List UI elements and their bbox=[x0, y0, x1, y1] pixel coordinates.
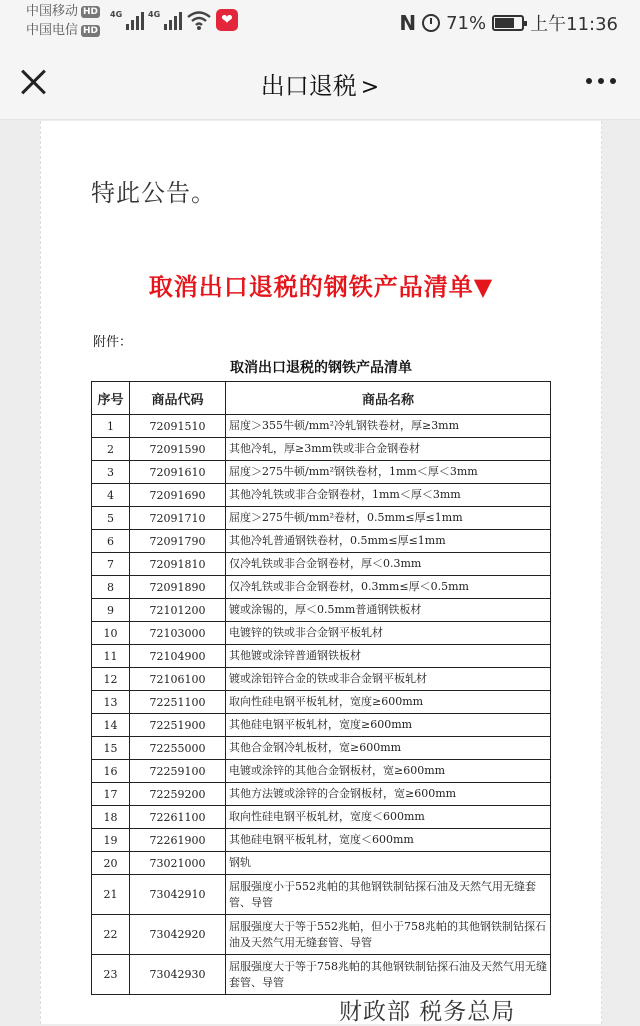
table-row bbox=[92, 737, 551, 760]
row-number: 17 bbox=[92, 783, 130, 806]
list-heading: 取消出口退税的钢铁产品清单▼ bbox=[148, 273, 494, 301]
product-code: 72103000 bbox=[130, 622, 226, 645]
carrier-1: 中国移动 HD bbox=[26, 4, 99, 19]
row-number: 13 bbox=[92, 691, 130, 714]
product-code: 73042930 bbox=[130, 955, 226, 995]
product-code: 73042910 bbox=[130, 875, 226, 915]
table-row bbox=[92, 484, 551, 507]
row-number: 15 bbox=[92, 737, 130, 760]
product-code: 72259100 bbox=[130, 760, 226, 783]
table-row bbox=[92, 461, 551, 484]
row-number: 11 bbox=[92, 645, 130, 668]
page-title-text: 出口退税 bbox=[260, 72, 357, 100]
article-content bbox=[40, 121, 602, 1024]
product-name: 镀或涂铝锌合金的铁或非合金钢平板轧材 bbox=[226, 668, 551, 691]
table-row bbox=[92, 645, 551, 668]
product-name: 电镀锌的铁或非合金钢平板轧材 bbox=[226, 622, 551, 645]
table-row bbox=[92, 760, 551, 783]
table-row bbox=[92, 783, 551, 806]
product-code: 72104900 bbox=[130, 645, 226, 668]
product-code: 72101200 bbox=[130, 599, 226, 622]
table-row bbox=[92, 438, 551, 461]
product-name: 电镀或涂锌的其他合金钢板材，宽≥600mm bbox=[226, 760, 551, 783]
row-number: 4 bbox=[92, 484, 130, 507]
product-name: 仅冷轧铁或非合金钢卷材，厚＜0.3mm bbox=[226, 553, 551, 576]
product-name: 其他冷轧铁或非合金钢卷材，1mm＜厚＜3mm bbox=[226, 484, 551, 507]
row-number: 8 bbox=[92, 576, 130, 599]
table-header-row bbox=[92, 382, 551, 415]
row-number: 12 bbox=[92, 668, 130, 691]
product-code: 72091690 bbox=[130, 484, 226, 507]
product-name: 屈度＞275牛顿/mm²钢铁卷材，1mm＜厚＜3mm bbox=[226, 461, 551, 484]
table-row bbox=[92, 530, 551, 553]
product-code: 72255000 bbox=[130, 737, 226, 760]
row-number: 1 bbox=[92, 415, 130, 438]
product-name: 其他镀或涂锌普通钢铁板材 bbox=[226, 645, 551, 668]
product-name: 其他冷轧，厚≥3mm铁或非合金钢卷材 bbox=[226, 438, 551, 461]
more-options-button[interactable] bbox=[586, 78, 616, 84]
product-name: 其他硅电钢平板轧材，宽度＜600mm bbox=[226, 829, 551, 852]
product-code: 72091510 bbox=[130, 415, 226, 438]
row-number: 18 bbox=[92, 806, 130, 829]
table-row bbox=[92, 576, 551, 599]
row-number: 6 bbox=[92, 530, 130, 553]
battery-level bbox=[495, 18, 513, 28]
product-name: 取向性硅电钢平板轧材，宽度＜600mm bbox=[226, 806, 551, 829]
table-row bbox=[92, 599, 551, 622]
table-row bbox=[92, 507, 551, 530]
product-name: 屈服强度大于等于758兆帕的其他钢铁制钻探石油及天然气用无缝套管、导管 bbox=[226, 955, 551, 995]
product-name: 其他方法镀或涂锌的合金钢板材，宽≥600mm bbox=[226, 783, 551, 806]
table-row bbox=[92, 915, 551, 955]
wifi-icon bbox=[186, 9, 212, 31]
product-code: 72259200 bbox=[130, 783, 226, 806]
issuer-signature: 财政部 税务总局 bbox=[339, 999, 516, 1025]
chevron-right-icon: > bbox=[360, 75, 380, 100]
table-row bbox=[92, 875, 551, 915]
product-code: 72251100 bbox=[130, 691, 226, 714]
row-number: 19 bbox=[92, 829, 130, 852]
nfc-icon: N bbox=[399, 11, 417, 35]
attachment-image bbox=[89, 327, 553, 987]
page-title[interactable] bbox=[0, 66, 640, 101]
row-number: 7 bbox=[92, 553, 130, 576]
table-row bbox=[92, 668, 551, 691]
signal-icon: 4G bbox=[148, 10, 182, 30]
row-number: 14 bbox=[92, 714, 130, 737]
announcement-text: 特此公告。 bbox=[91, 179, 216, 207]
product-name: 取向性硅电钢平板轧材，宽度≥600mm bbox=[226, 691, 551, 714]
hd-badge: HD bbox=[83, 25, 99, 36]
table-row bbox=[92, 714, 551, 737]
clock: 上午11:36 bbox=[530, 14, 618, 35]
product-table bbox=[91, 381, 551, 995]
product-code: 73021000 bbox=[130, 852, 226, 875]
product-name: 仅冷轧铁或非合金钢卷材，0.3mm≤厚＜0.5mm bbox=[226, 576, 551, 599]
product-name: 钢轨 bbox=[226, 852, 551, 875]
row-number: 5 bbox=[92, 507, 130, 530]
column-header-no: 序号 bbox=[92, 382, 130, 415]
product-code: 72261900 bbox=[130, 829, 226, 852]
product-code: 72091790 bbox=[130, 530, 226, 553]
product-name: 镀或涂锡的，厚＜0.5mm普通钢铁板材 bbox=[226, 599, 551, 622]
row-number: 21 bbox=[92, 875, 130, 915]
carrier-2: 中国电信 HD bbox=[26, 23, 99, 38]
hd-badge: HD bbox=[83, 6, 99, 17]
row-number: 2 bbox=[92, 438, 130, 461]
table-row bbox=[92, 622, 551, 645]
row-number: 22 bbox=[92, 915, 130, 955]
product-name: 屈服强度小于552兆帕的其他钢铁制钻探石油及天然气用无缝套管、导管 bbox=[226, 875, 551, 915]
product-code: 73042920 bbox=[130, 915, 226, 955]
product-code: 72091610 bbox=[130, 461, 226, 484]
table-row bbox=[92, 806, 551, 829]
row-number: 10 bbox=[92, 622, 130, 645]
product-code: 72261100 bbox=[130, 806, 226, 829]
table-row bbox=[92, 415, 551, 438]
product-name: 屈服强度大于等于552兆帕，但小于758兆帕的其他钢铁制钻探石油及天然气用无缝套管、导管 bbox=[226, 915, 551, 955]
table-title: 取消出口退税的钢铁产品清单 bbox=[230, 360, 412, 376]
product-code: 72106100 bbox=[130, 668, 226, 691]
nav-bar bbox=[0, 44, 640, 120]
row-number: 23 bbox=[92, 955, 130, 995]
heart-app-icon: ❤ bbox=[216, 9, 238, 31]
table-row bbox=[92, 955, 551, 995]
table-row bbox=[92, 852, 551, 875]
row-number: 20 bbox=[92, 852, 130, 875]
product-name: 其他合金钢冷轧板材，宽≥600mm bbox=[226, 737, 551, 760]
product-code: 72091710 bbox=[130, 507, 226, 530]
alarm-icon bbox=[422, 14, 440, 32]
column-header-name: 商品名称 bbox=[226, 382, 551, 415]
product-name: 其他冷轧普通钢铁卷材，0.5mm≤厚≤1mm bbox=[226, 530, 551, 553]
table-row bbox=[92, 691, 551, 714]
product-name: 屈度＞355牛顿/mm²冷轧钢铁卷材，厚≥3mm bbox=[226, 415, 551, 438]
row-number: 3 bbox=[92, 461, 130, 484]
product-name: 屈度＞275牛顿/mm²卷材，0.5mm≤厚≤1mm bbox=[226, 507, 551, 530]
product-code: 72091890 bbox=[130, 576, 226, 599]
product-code: 72251900 bbox=[130, 714, 226, 737]
table-row bbox=[92, 829, 551, 852]
row-number: 9 bbox=[92, 599, 130, 622]
battery-icon bbox=[492, 15, 524, 31]
row-number: 16 bbox=[92, 760, 130, 783]
column-header-code: 商品代码 bbox=[130, 382, 226, 415]
product-code: 72091810 bbox=[130, 553, 226, 576]
product-code: 72091590 bbox=[130, 438, 226, 461]
attachment-label: 附件： bbox=[93, 335, 133, 350]
status-bar bbox=[0, 0, 640, 44]
product-name: 其他硅电钢平板轧材，宽度≥600mm bbox=[226, 714, 551, 737]
battery-percent: 71% bbox=[446, 12, 487, 34]
table-row bbox=[92, 553, 551, 576]
signal-icon: 4G bbox=[110, 10, 144, 30]
